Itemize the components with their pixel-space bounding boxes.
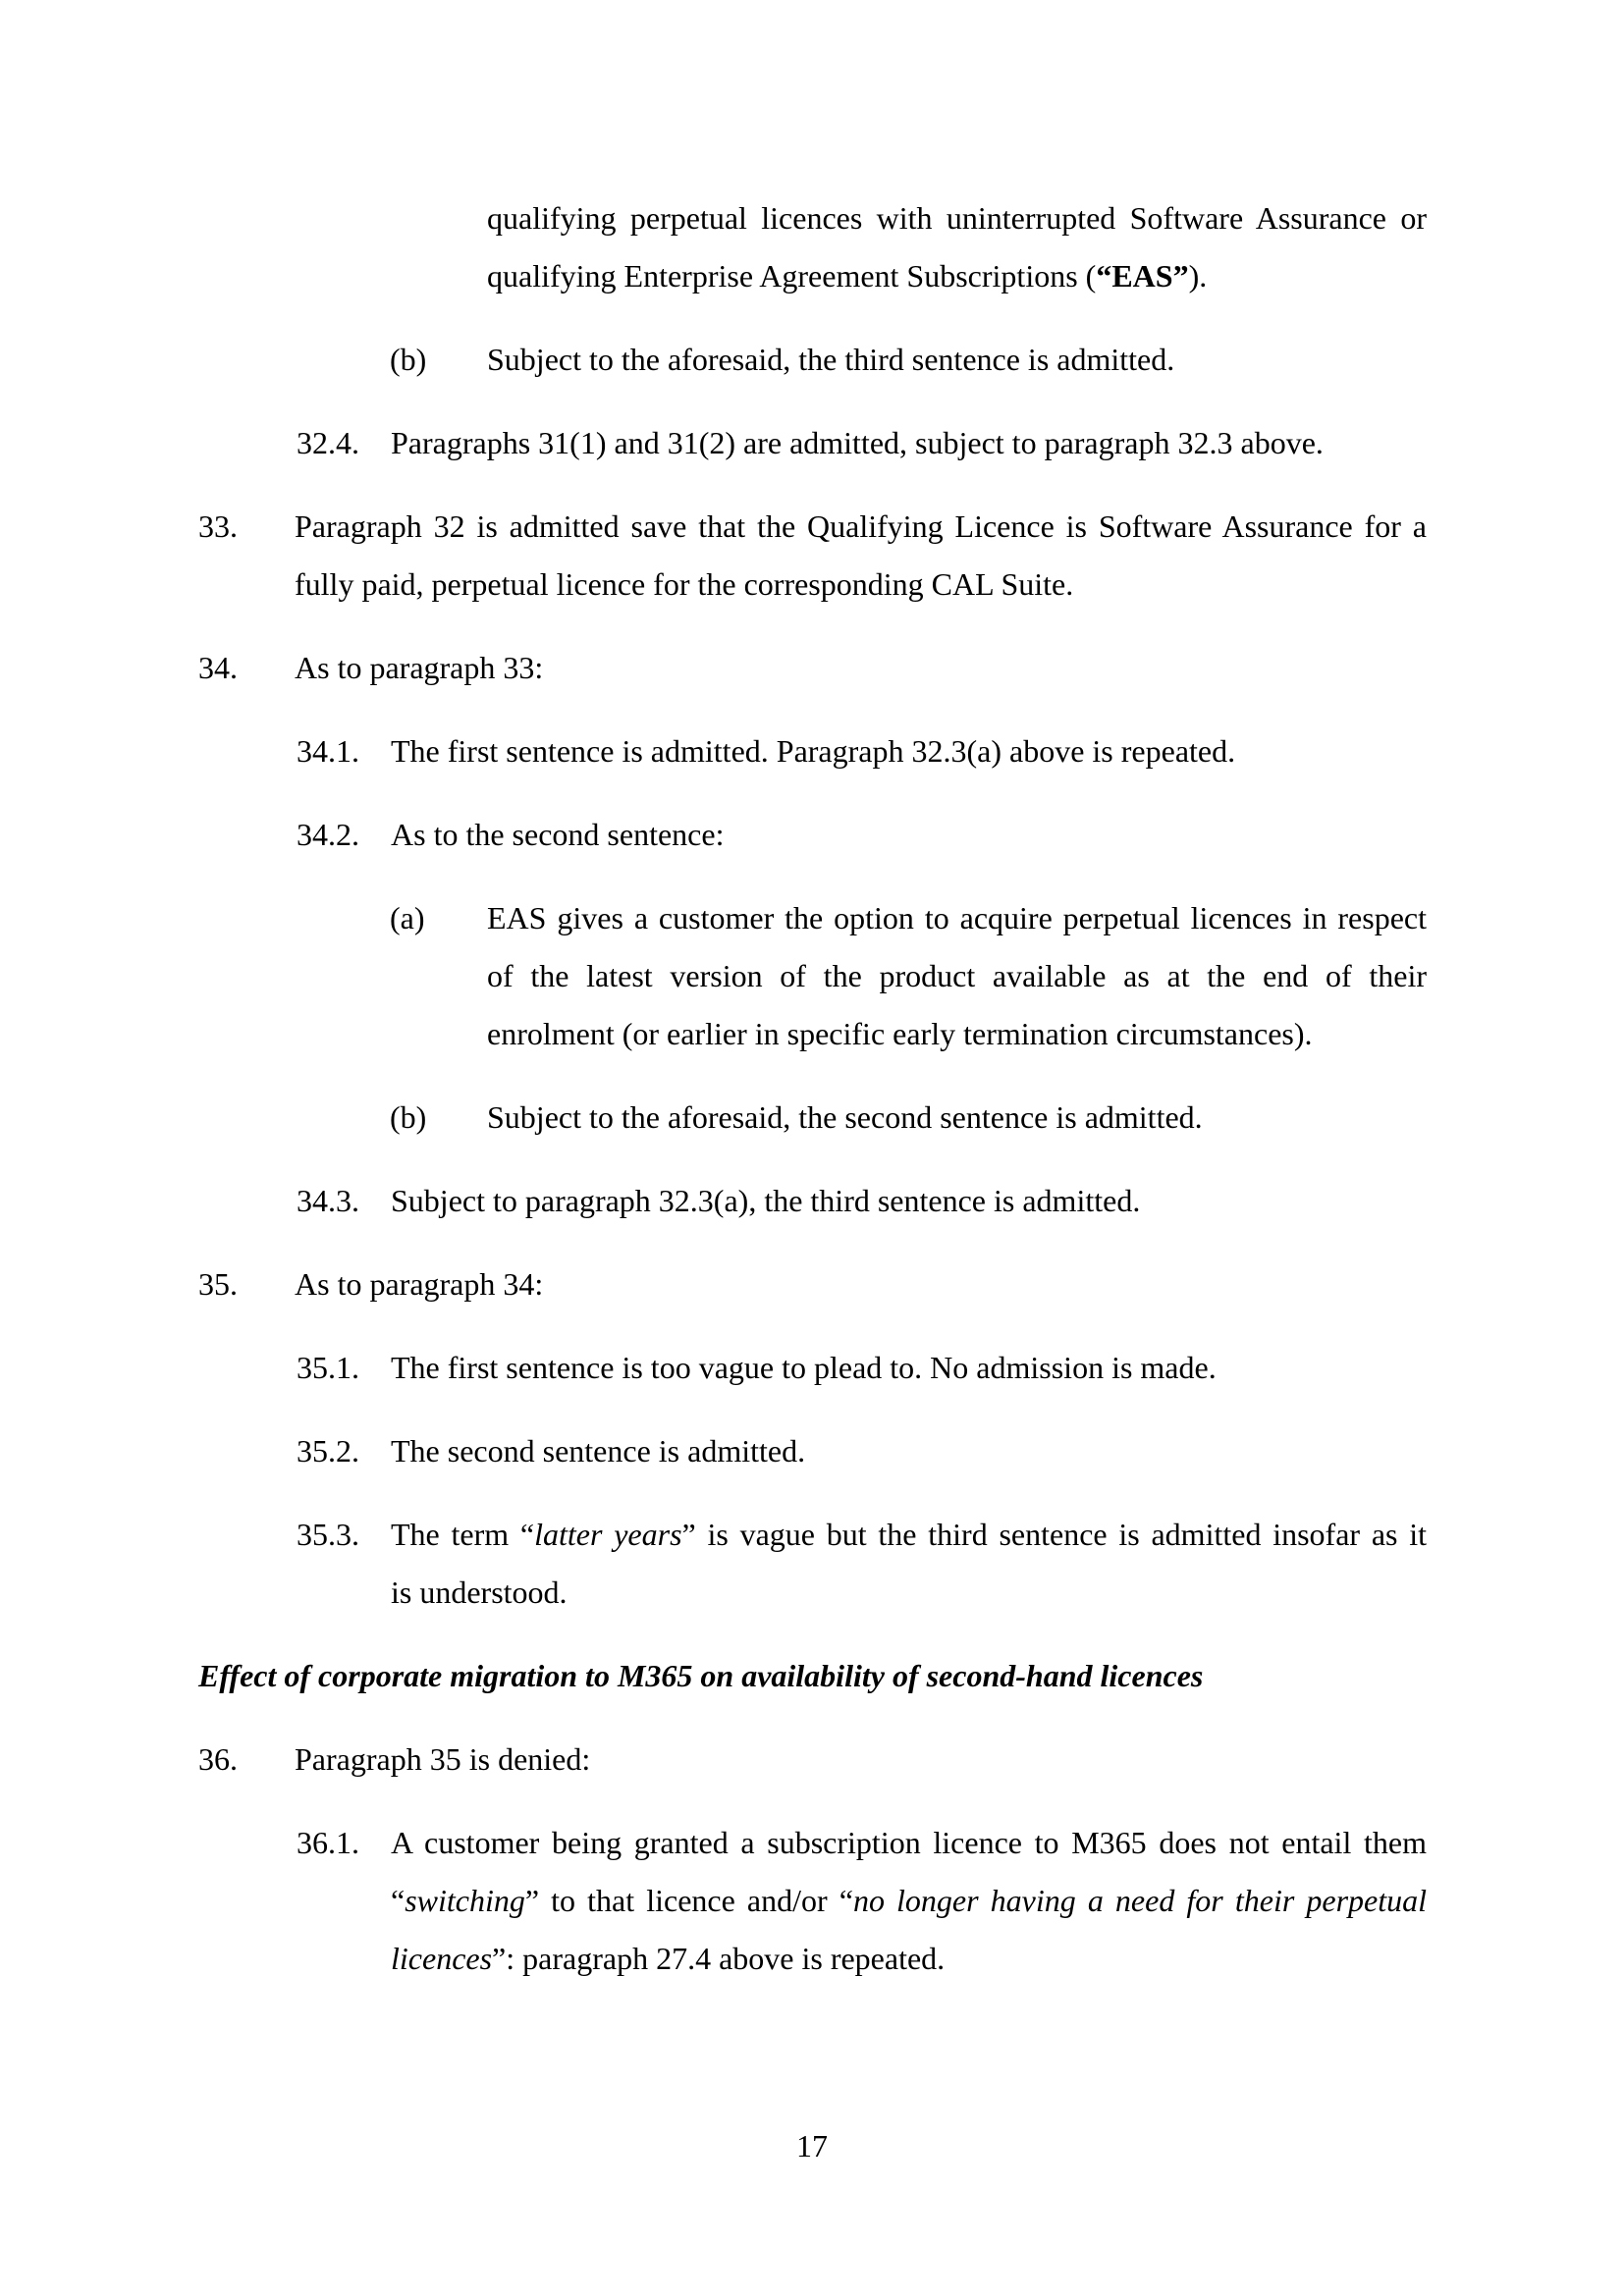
text-line xyxy=(487,1005,1427,1063)
text-segment: is understood. xyxy=(391,1575,568,1610)
text-segment: As to the second sentence: xyxy=(391,817,725,852)
page-number: 17 xyxy=(796,2128,828,2163)
paragraph-35 xyxy=(198,1255,1427,1313)
paragraph-number: (b) xyxy=(390,342,427,377)
text-line xyxy=(391,414,1427,472)
text-segment: Effect of corporate migration to M365 on availability of second-hand licences xyxy=(198,1658,1204,1693)
text-segment: enrolment (or earlier in specific early termination circumstances). xyxy=(487,1016,1313,1051)
text-line xyxy=(391,1930,1427,1988)
paragraph-number: 35.1. xyxy=(297,1350,359,1385)
text-segment: Paragraphs 31(1) and 31(2) are admitted, subject to paragraph 32.3 above. xyxy=(391,425,1324,460)
text-segment: A customer being granted a subscription licence to M365 does not entail them xyxy=(391,1825,1427,1860)
text-segment: ” is vague but the third sentence is admitted insofar as it xyxy=(681,1517,1428,1552)
text-segment: ). xyxy=(1188,258,1208,294)
text-line xyxy=(487,189,1427,247)
paragraph-number: 35.3. xyxy=(297,1517,359,1552)
text-line xyxy=(391,722,1427,780)
text-segment: qualifying Enterprise Agreement Subscriptions ( xyxy=(487,258,1097,294)
paragraph-number: 34.3. xyxy=(297,1183,359,1218)
text-segment: As to paragraph 34: xyxy=(295,1266,544,1302)
text-segment: Subject to the aforesaid, the third sentence is admitted. xyxy=(487,342,1175,377)
text-line xyxy=(391,1814,1427,1872)
text-segment: The first sentence is too vague to plead to. No admission is made. xyxy=(391,1350,1217,1385)
text-segment: “EAS” xyxy=(1096,258,1189,294)
text-line xyxy=(487,889,1427,947)
paragraph-35-3 xyxy=(297,1506,1427,1622)
paragraph-number: 35.2. xyxy=(297,1433,359,1468)
paragraph-35-1 xyxy=(297,1339,1427,1397)
paragraph-number: (b) xyxy=(390,1099,427,1135)
paragraph-33 xyxy=(198,498,1427,614)
text-segment: The first sentence is admitted. Paragraph 32.3(a) above is repeated. xyxy=(391,733,1236,769)
text-line xyxy=(487,1089,1427,1147)
text-line xyxy=(391,1172,1427,1230)
text-line xyxy=(295,556,1427,614)
text-segment: licences xyxy=(391,1941,493,1976)
text-segment: “ xyxy=(391,1883,406,1918)
paragraph-36 xyxy=(198,1731,1427,1789)
paragraph-34-3 xyxy=(297,1172,1427,1230)
paragraph-number: 36.1. xyxy=(297,1825,359,1860)
text-segment: switching xyxy=(405,1883,525,1918)
text-segment: latter years xyxy=(534,1517,682,1552)
text-segment: fully paid, perpetual licence for the corresponding CAL Suite. xyxy=(295,566,1074,602)
text-segment: Subject to the aforesaid, the second sentence is admitted. xyxy=(487,1099,1203,1135)
paragraph-32-3-b xyxy=(390,331,1427,389)
text-segment: The second sentence is admitted. xyxy=(391,1433,806,1468)
paragraph-number: 36. xyxy=(198,1741,238,1777)
text-segment: ” to that licence and/or “ xyxy=(524,1883,853,1918)
paragraph-number: 32.4. xyxy=(297,425,359,460)
text-segment: The term “ xyxy=(391,1517,535,1552)
paragraph-35-2 xyxy=(297,1422,1427,1480)
paragraph-34-1 xyxy=(297,722,1427,780)
text-segment: As to paragraph 33: xyxy=(295,650,544,685)
text-segment: no longer having a need for their perpetual xyxy=(852,1883,1428,1918)
paragraph-32-4 xyxy=(297,414,1427,472)
paragraph-34-2-a xyxy=(390,889,1427,1063)
paragraph-36-1 xyxy=(297,1814,1427,1988)
text-line xyxy=(487,331,1427,389)
text-segment: ”: paragraph 27.4 above is repeated. xyxy=(492,1941,946,1976)
text-line xyxy=(295,1255,1427,1313)
text-segment: of the latest version of the product available as at the end of their xyxy=(487,958,1427,993)
text-line xyxy=(295,1731,1427,1789)
text-line xyxy=(391,806,1427,864)
paragraph-number: 34. xyxy=(198,650,238,685)
paragraph-number: 35. xyxy=(198,1266,238,1302)
text-line xyxy=(198,1647,1427,1705)
paragraph-number: 34.2. xyxy=(297,817,359,852)
text-line xyxy=(295,639,1427,697)
text-line xyxy=(391,1872,1427,1930)
text-line xyxy=(391,1339,1427,1397)
text-segment: Paragraph 32 is admitted save that the Qualifying Licence is Software Assurance for a xyxy=(295,508,1427,544)
paragraph-number: (a) xyxy=(390,900,425,935)
paragraph-32-3-a-continuation xyxy=(487,189,1427,305)
paragraph-number: 34.1. xyxy=(297,733,359,769)
document-body xyxy=(198,189,1427,2013)
paragraph-34-2-b xyxy=(390,1089,1427,1147)
text-segment: Subject to paragraph 32.3(a), the third sentence is admitted. xyxy=(391,1183,1141,1218)
text-line xyxy=(391,1422,1427,1480)
text-line xyxy=(391,1564,1427,1622)
paragraph-number: 33. xyxy=(198,508,238,544)
text-line xyxy=(295,498,1427,556)
text-line xyxy=(391,1506,1427,1564)
text-segment: Paragraph 35 is denied: xyxy=(295,1741,591,1777)
text-line xyxy=(487,947,1427,1005)
text-segment: qualifying perpetual licences with uninterrupted Software Assurance or xyxy=(487,200,1427,236)
text-segment: EAS gives a customer the option to acquire perpetual licences in respect xyxy=(487,900,1427,935)
text-line xyxy=(487,247,1427,305)
section-heading xyxy=(198,1647,1427,1705)
paragraph-34-2 xyxy=(297,806,1427,864)
paragraph-34 xyxy=(198,639,1427,697)
